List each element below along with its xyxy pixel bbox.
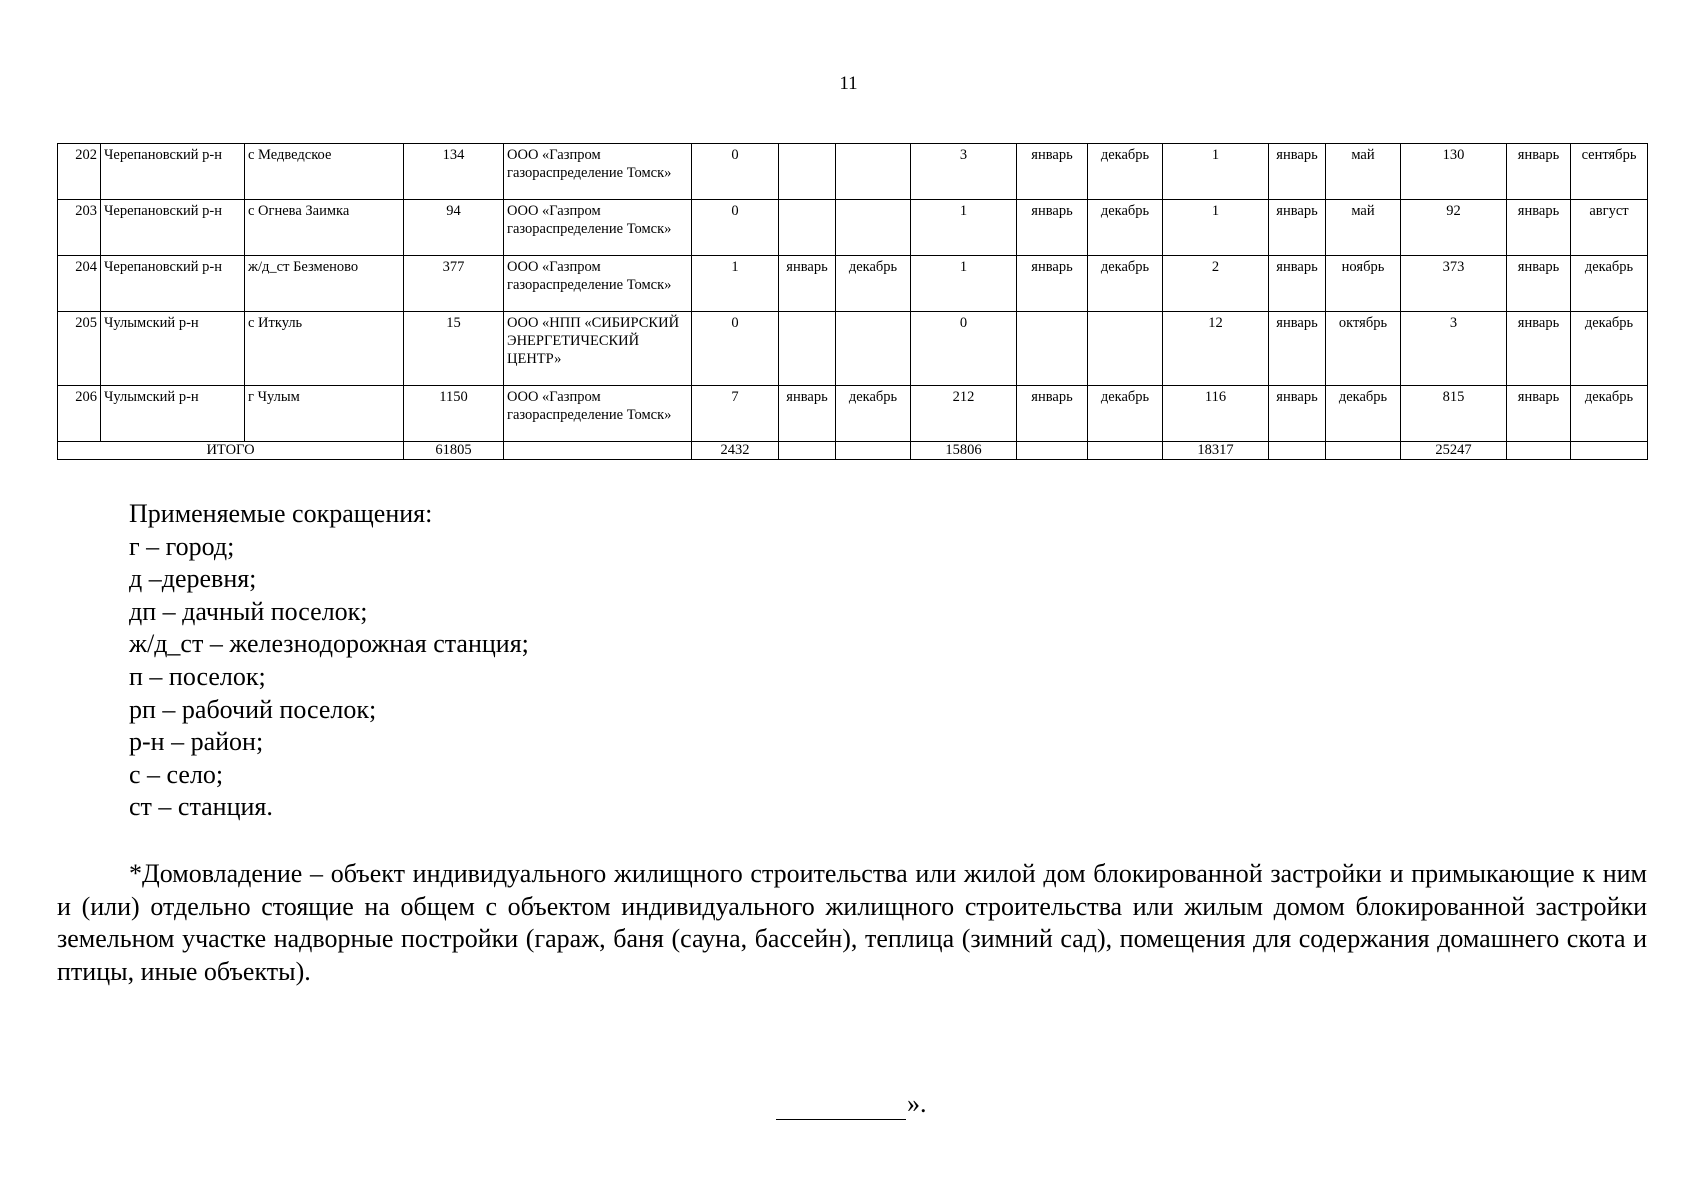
- table-cell-total: 1150: [404, 386, 504, 442]
- total-cell-empty: [504, 442, 692, 460]
- table-cell-m4a: январь: [1507, 386, 1571, 442]
- table-cell-m4b: декабрь: [1571, 312, 1648, 386]
- abbreviation-item: ж/д_ст – железнодорожная станция;: [129, 629, 529, 659]
- abbreviation-item: д –деревня;: [129, 564, 257, 594]
- total-cell-empty: [1507, 442, 1571, 460]
- table-cell-m3a: январь: [1269, 200, 1326, 256]
- abbreviation-item: дп – дачный поселок;: [129, 596, 368, 626]
- table-cell-v3: 1: [1163, 144, 1269, 200]
- table-cell-v2: 1: [911, 256, 1017, 312]
- table-cell-m3b: октябрь: [1326, 312, 1401, 386]
- table-cell-m2b: декабрь: [1088, 200, 1163, 256]
- table-cell-v4: 130: [1401, 144, 1507, 200]
- table-cell-v2: 3: [911, 144, 1017, 200]
- table-cell-locality: ж/д_ст Безменово: [245, 256, 404, 312]
- table-cell-v2: 1: [911, 200, 1017, 256]
- total-cell-label: ИТОГО: [58, 442, 404, 460]
- closing-mark: [776, 1088, 927, 1120]
- table-cell-m3b: ноябрь: [1326, 256, 1401, 312]
- table-cell-m2b: [1088, 312, 1163, 386]
- table-cell-m1b: [836, 200, 911, 256]
- table-row: [58, 144, 1648, 200]
- table-cell-m2a: [1017, 312, 1088, 386]
- table-cell-district: Черепановский р-н: [101, 144, 245, 200]
- table-cell-m1b: [836, 144, 911, 200]
- closing-quote: ».: [907, 1089, 927, 1118]
- table-cell-district: Чулымский р-н: [101, 312, 245, 386]
- total-cell-empty: [1571, 442, 1648, 460]
- table-cell-org: ООО «НПП «СИБИРСКИЙ ЭНЕРГЕТИЧЕСКИЙ ЦЕНТР»: [504, 312, 692, 386]
- table-cell-m3b: май: [1326, 200, 1401, 256]
- table-cell-num: 206: [58, 386, 101, 442]
- abbreviation-item: ст – станция.: [129, 792, 273, 822]
- page-number: 11: [839, 73, 858, 94]
- footnote-definition: *Домовладение – объект индивидуального жилищного строительства или жилой дом блокированной застройки и примыкающие к ним и (или) отдельно стоящие на общем с объектом индивидуального жилищного строительства или жилым домом блокированной застройки земельном участке надворные постройки (гараж, баня (сауна, бассейн), теплица (зимний сад), помещения для содержания домашнего скота и птицы, иные объекты).: [57, 859, 1647, 986]
- abbreviations-list: [129, 498, 529, 824]
- table-row: [58, 200, 1648, 256]
- table-cell-num: 202: [58, 144, 101, 200]
- table-cell-m2b: декабрь: [1088, 386, 1163, 442]
- table-cell-num: 204: [58, 256, 101, 312]
- table-cell-locality: с Медведское: [245, 144, 404, 200]
- table-total-row: [58, 442, 1648, 460]
- table-cell-total: 377: [404, 256, 504, 312]
- abbreviation-item: рп – рабочий поселок;: [129, 694, 377, 724]
- table-cell-m2b: декабрь: [1088, 144, 1163, 200]
- table-cell-num: 205: [58, 312, 101, 386]
- table-cell-v3: 1: [1163, 200, 1269, 256]
- abbreviations-title: Применяемые сокращения:: [129, 499, 433, 528]
- table-cell-m3a: январь: [1269, 386, 1326, 442]
- table-cell-org: ООО «Газпром газораспределение Томск»: [504, 144, 692, 200]
- table-cell-m2a: январь: [1017, 256, 1088, 312]
- table-cell-v1: 0: [692, 144, 779, 200]
- table-cell-m4a: январь: [1507, 144, 1571, 200]
- total-cell-v2: 15806: [911, 442, 1017, 460]
- total-cell-v3: 18317: [1163, 442, 1269, 460]
- abbreviation-item: г – город;: [129, 531, 235, 561]
- table-cell-m4b: август: [1571, 200, 1648, 256]
- total-cell-empty: [1017, 442, 1088, 460]
- table-cell-m1a: [779, 312, 836, 386]
- table-cell-m1b: декабрь: [836, 386, 911, 442]
- table-cell-m2b: декабрь: [1088, 256, 1163, 312]
- table-cell-v4: 373: [1401, 256, 1507, 312]
- table-cell-locality: с Огнева Заимка: [245, 200, 404, 256]
- table-cell-m3b: декабрь: [1326, 386, 1401, 442]
- table-cell-v1: 1: [692, 256, 779, 312]
- gasification-schedule-table: [57, 143, 1648, 460]
- table-cell-m4a: январь: [1507, 256, 1571, 312]
- table-cell-v3: 2: [1163, 256, 1269, 312]
- table-cell-m4a: январь: [1507, 312, 1571, 386]
- table-cell-v2: 212: [911, 386, 1017, 442]
- table-cell-m2a: январь: [1017, 200, 1088, 256]
- table-cell-m3a: январь: [1269, 312, 1326, 386]
- abbreviation-item: с – село;: [129, 759, 224, 789]
- table-cell-v1: 7: [692, 386, 779, 442]
- total-cell-v1: 2432: [692, 442, 779, 460]
- table-cell-num: 203: [58, 200, 101, 256]
- table-cell-m1b: [836, 312, 911, 386]
- table-cell-v4: 92: [1401, 200, 1507, 256]
- table-cell-total: 134: [404, 144, 504, 200]
- abbreviation-item: п – поселок;: [129, 661, 266, 691]
- table-cell-m1a: [779, 200, 836, 256]
- table-cell-m4b: декабрь: [1571, 386, 1648, 442]
- table-cell-v3: 116: [1163, 386, 1269, 442]
- table-cell-m2a: январь: [1017, 144, 1088, 200]
- table-cell-v4: 815: [1401, 386, 1507, 442]
- table-cell-m4a: январь: [1507, 200, 1571, 256]
- table-row: [58, 256, 1648, 312]
- table-cell-org: ООО «Газпром газораспределение Томск»: [504, 386, 692, 442]
- table-cell-locality: с Иткуль: [245, 312, 404, 386]
- table-cell-district: Черепановский р-н: [101, 200, 245, 256]
- table-cell-m1a: январь: [779, 256, 836, 312]
- table-cell-m4b: декабрь: [1571, 256, 1648, 312]
- table-cell-m4b: сентябрь: [1571, 144, 1648, 200]
- table-cell-total: 94: [404, 200, 504, 256]
- table-cell-m3b: май: [1326, 144, 1401, 200]
- table-row: [58, 386, 1648, 442]
- total-cell-empty: [1269, 442, 1326, 460]
- total-cell-empty: [836, 442, 911, 460]
- table-cell-org: ООО «Газпром газораспределение Томск»: [504, 200, 692, 256]
- table-cell-m3a: январь: [1269, 256, 1326, 312]
- table-cell-v4: 3: [1401, 312, 1507, 386]
- total-cell-empty: [1326, 442, 1401, 460]
- table-cell-district: Чулымский р-н: [101, 386, 245, 442]
- table-cell-m1a: [779, 144, 836, 200]
- table-cell-m1b: декабрь: [836, 256, 911, 312]
- table-cell-v3: 12: [1163, 312, 1269, 386]
- signature-line: [776, 1093, 906, 1120]
- table-cell-m3a: январь: [1269, 144, 1326, 200]
- total-cell-v4: 25247: [1401, 442, 1507, 460]
- total-cell-empty: [1088, 442, 1163, 460]
- table-cell-org: ООО «Газпром газораспределение Томск»: [504, 256, 692, 312]
- total-cell-empty: [779, 442, 836, 460]
- table-cell-district: Черепановский р-н: [101, 256, 245, 312]
- table-cell-locality: г Чулым: [245, 386, 404, 442]
- total-cell-total: 61805: [404, 442, 504, 460]
- table-cell-m2a: январь: [1017, 386, 1088, 442]
- table-cell-v2: 0: [911, 312, 1017, 386]
- abbreviation-item: р-н – район;: [129, 727, 264, 757]
- table-row: [58, 312, 1648, 386]
- table-cell-total: 15: [404, 312, 504, 386]
- table-cell-m1a: январь: [779, 386, 836, 442]
- table-cell-v1: 0: [692, 200, 779, 256]
- table-cell-v1: 0: [692, 312, 779, 386]
